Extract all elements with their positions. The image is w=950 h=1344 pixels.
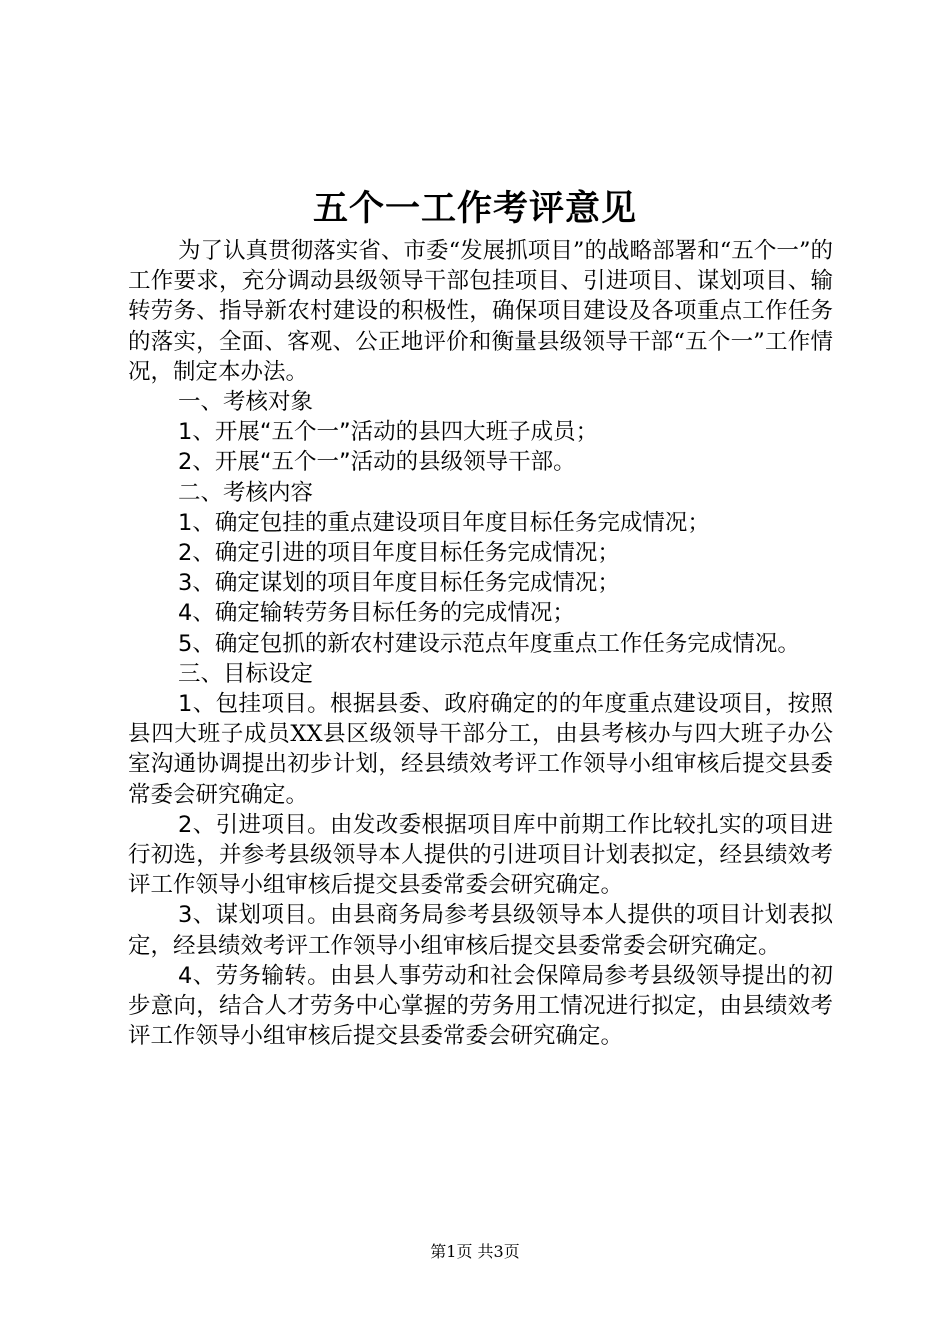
intro-paragraph: 为了认真贯彻落实省、市委“发展抓项目”的战略部署和“五个一”的工作要求，充分调动县级领导干部包挂项目、引进项目、谋划项目、输转劳务、指导新农村建设的积极性，确保项目建设及各项重点工作任务的落实，全面、客观、公正地评价和衡量县级领导干部“五个一”工作情况，制定本办法。 — [128, 238, 833, 385]
goal-paragraph — [128, 810, 833, 901]
goal-paragraph — [128, 961, 833, 1052]
list-item: 4、确定输转劳务目标任务的完成情况； — [178, 600, 575, 627]
list-item: 3、确定谋划的项目年度目标任务完成情况； — [178, 570, 620, 597]
goal-paragraph — [128, 689, 833, 810]
section-heading-targets: 一、考核对象 — [178, 389, 314, 416]
list-item: 2、确定引进的项目年度目标任务完成情况； — [178, 540, 620, 567]
goal-text: 由县商务局参考县级领导本人提供的项目计划表拟定，经县绩效考评工作领导小组审核后提交县委常委会研究确定。 — [128, 902, 833, 959]
list-item: 1、确定包挂的重点建设项目年度目标任务完成情况； — [178, 509, 710, 536]
goal-lead: 2、引进项目。 — [178, 811, 330, 838]
goal-lead: 1、包挂项目。 — [178, 691, 330, 718]
page-footer: 第1页 共3页 — [430, 1242, 520, 1261]
goal-text: 根据县委、政府确定的的年度重点建设项目，按照县四大班子成员XX县区级领导干部分工，由县考核办与四大班子办公室沟通协调提出初步计划，经县绩效考评工作领导小组审核后提交县委常委会研究确定。 — [128, 691, 833, 808]
list-item: 1、开展“五个一”活动的县四大班子成员； — [178, 419, 599, 446]
section-heading-content: 二、考核内容 — [178, 479, 314, 506]
document-title: 五个一工作考评意见 — [312, 189, 637, 229]
list-item: 5、确定包抓的新农村建设示范点年度重点工作任务完成情况。 — [178, 630, 800, 657]
goal-lead: 4、劳务输转。 — [178, 962, 330, 989]
list-item: 2、开展“五个一”活动的县级领导干部。 — [178, 449, 576, 476]
goal-lead: 3、谋划项目。 — [178, 902, 330, 929]
goal-paragraph — [128, 900, 833, 960]
goal-text: 由县人事劳动和社会保障局参考县级领导提出的初步意向，结合人才劳务中心掌握的劳务用工情况进行拟定，由县绩效考评工作领导小组审核后提交县委常委会研究确定。 — [128, 962, 833, 1050]
section-heading-goals: 三、目标设定 — [178, 660, 314, 687]
document-body — [128, 236, 833, 1051]
goal-text: 由发改委根据项目库中前期工作比较扎实的项目进行初选，并参考县级领导本人提供的引进项目计划表拟定，经县绩效考评工作领导小组审核后提交县委常委会研究确定。 — [128, 811, 833, 899]
